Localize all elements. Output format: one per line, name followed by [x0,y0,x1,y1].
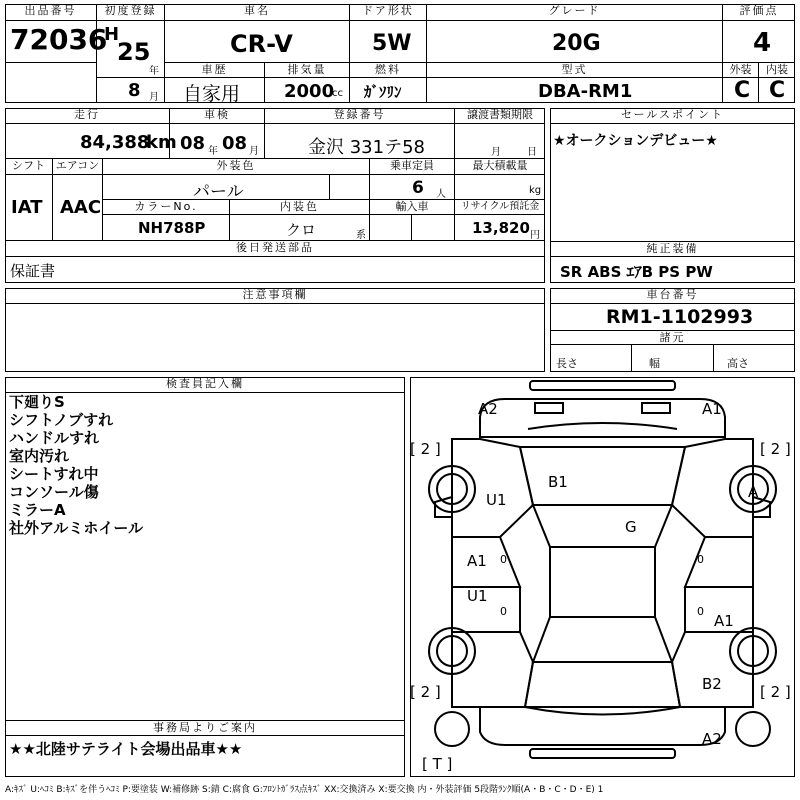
era-letter: H [104,24,120,45]
transfer-month: 月 [491,147,501,158]
car-diagram [410,377,795,777]
mark-u1-lower: U1 [467,587,488,605]
mark-a2-front: A2 [478,400,498,418]
chassis-label: 車台番号 [550,288,795,304]
mark-u1-upper: U1 [486,491,507,509]
insp-year: 08 [180,133,206,154]
specs-label: 諸元 [550,331,795,345]
shift-label: シフト [5,159,53,175]
lot-number: 72036 [10,23,108,56]
mark-bracket-ur: [ 2 ] [760,440,791,458]
mark-b1: B1 [548,473,568,491]
reg-year: 25 [117,38,151,66]
mark-bracket-ll: [ 2 ] [410,683,441,701]
legend: A:ｷｽﾞ U:ﾍｺﾐ B:ｷｽﾞを伴うﾍｺﾐ P:要塗装 W:補修跡 S:錆 C:腐食 G:ﾌﾛﾝﾄｶﾞﾗｽ点ｷｽﾞ XX:交換済み X:要交換 内・外装評価 5段階ﾗﾝｸ順(A・B・C・D・E) 1 [5,785,604,795]
mark-a-wheel: A [748,483,759,501]
mileage-label: 走行 [5,108,170,124]
mark-a1-right: A1 [714,612,734,630]
exterior-score: C [734,78,751,103]
mark-g: G [625,518,637,536]
exterior-label: 外装 [723,63,759,78]
fuel: ｶﾞｿﾘﾝ [364,83,402,101]
interior-score: C [769,78,786,103]
mark-bracket-ul: [ 2 ] [410,440,441,458]
width-cell [632,345,714,372]
import-cell-b [412,215,455,241]
insp-year-unit: 年 [208,146,218,157]
year-unit: 年 [149,66,159,77]
int-color-unit: 系 [356,230,366,241]
mark-a1-front: A1 [702,400,722,418]
plate-label: 登録番号 [265,108,455,124]
import-cell-a [370,215,412,241]
cc-unit: cc [332,88,343,99]
history: 自家用 [183,83,241,105]
transfer-day: 日 [527,147,537,158]
grade: 20G [552,31,601,56]
genuine-label: 純正装備 [550,241,795,257]
month-unit: 月 [149,92,159,103]
model-code: DBA-RM1 [538,81,633,102]
inspector-line: シートすれ中 [9,465,99,483]
height-label: 高さ [727,357,749,370]
transfer-label: 譲渡書類期限 [455,108,545,124]
mileage: 84,388 [80,132,150,153]
max-load-label: 最大積載量 [455,159,545,175]
office-label: 事務局よりご案内 [5,720,405,736]
color-no-label: カラーNo. [103,200,230,215]
car-name: CR-V [230,30,293,58]
first-reg-label: 初度登録 [97,4,165,21]
history-label: 車歴 [165,63,265,78]
inspector-line: コンソール傷 [9,483,99,501]
ext-color-label: 外装色 [103,159,370,175]
mark-bracket-lr: [ 2 ] [760,683,791,701]
model-label: 型式 [427,63,723,78]
later-parts: 保証書 [10,262,56,280]
int-color-label: 内装色 [230,200,370,215]
inspector-line: 社外アルミホイール [9,519,144,537]
displacement: 2000 [284,81,335,102]
capacity-label: 乗車定員 [370,159,455,175]
width-label: 幅 [649,357,660,370]
yen-unit: 円 [530,230,540,241]
reg-month: 8 [128,80,141,101]
office-note: ★★北陸サテライト会場出品車★★ [9,740,243,758]
inspector-line: ミラーA [9,501,66,519]
recycle: 13,820 [472,219,530,237]
ac-label: エアコン [53,159,103,175]
shift: IAT [11,197,43,218]
inspection-label: 車検 [170,108,265,124]
caution-label: 注意事項欄 [5,288,545,304]
insp-month-unit: 月 [249,146,259,157]
later-parts-label: 後日発送部品 [5,241,545,257]
inspector-line: 下廻りS [9,393,65,411]
sales-point: ★オークションデビュー★ [553,133,718,149]
color-no: NH788P [138,219,206,237]
lot-blank [5,63,97,103]
score-label: 評価点 [723,4,795,21]
length-label: 長さ [556,357,578,370]
capacity: 6 [412,178,424,198]
door-type: 5W [372,31,412,56]
inspector-line: 室内汚れ [9,447,70,465]
km-unit: km [146,132,177,153]
plate-number: 金沢 331テ58 [308,137,425,158]
inspector-line: シフトノブすれ [9,411,114,429]
car-name-label: 車名 [165,4,350,21]
door-marker: 0 [500,553,507,566]
fuel-label: 燃料 [350,63,427,78]
kg-unit: kg [529,185,542,196]
grade-label: グレード [427,4,723,21]
door-label: ドア形状 [350,4,427,21]
ext-color: パール [193,182,244,202]
inspector-label: 検査員記入欄 [5,377,405,393]
capacity-unit: 人 [436,189,446,200]
ac: AAC [60,197,102,218]
score: 4 [753,28,772,58]
import-label: 輸入車 [370,200,455,215]
inspector-line: ハンドルすれ [9,429,100,447]
sales-point-label: セールスポイント [550,108,795,124]
chassis-number: RM1-1102993 [606,306,754,328]
door-marker: 0 [697,605,704,618]
mark-b2: B2 [702,675,722,693]
mark-a1-left: A1 [467,552,487,570]
recycle-label: リサイクル預託金 [455,200,545,215]
genuine-equipment: SR ABS ｴｱB PS PW [560,263,713,281]
lot-label: 出品番号 [5,4,97,21]
interior-label: 内装 [759,63,795,78]
mark-a2-rear: A2 [702,730,722,748]
insp-month: 08 [222,133,248,154]
mark-t-bracket: [ T ] [422,755,453,773]
ext-color-extra-cell [330,175,370,200]
door-marker: 0 [500,605,507,618]
inspector-notes [9,393,143,537]
displacement-label: 排気量 [265,63,350,78]
door-marker: 0 [697,553,704,566]
int-color: クロ [286,221,317,239]
